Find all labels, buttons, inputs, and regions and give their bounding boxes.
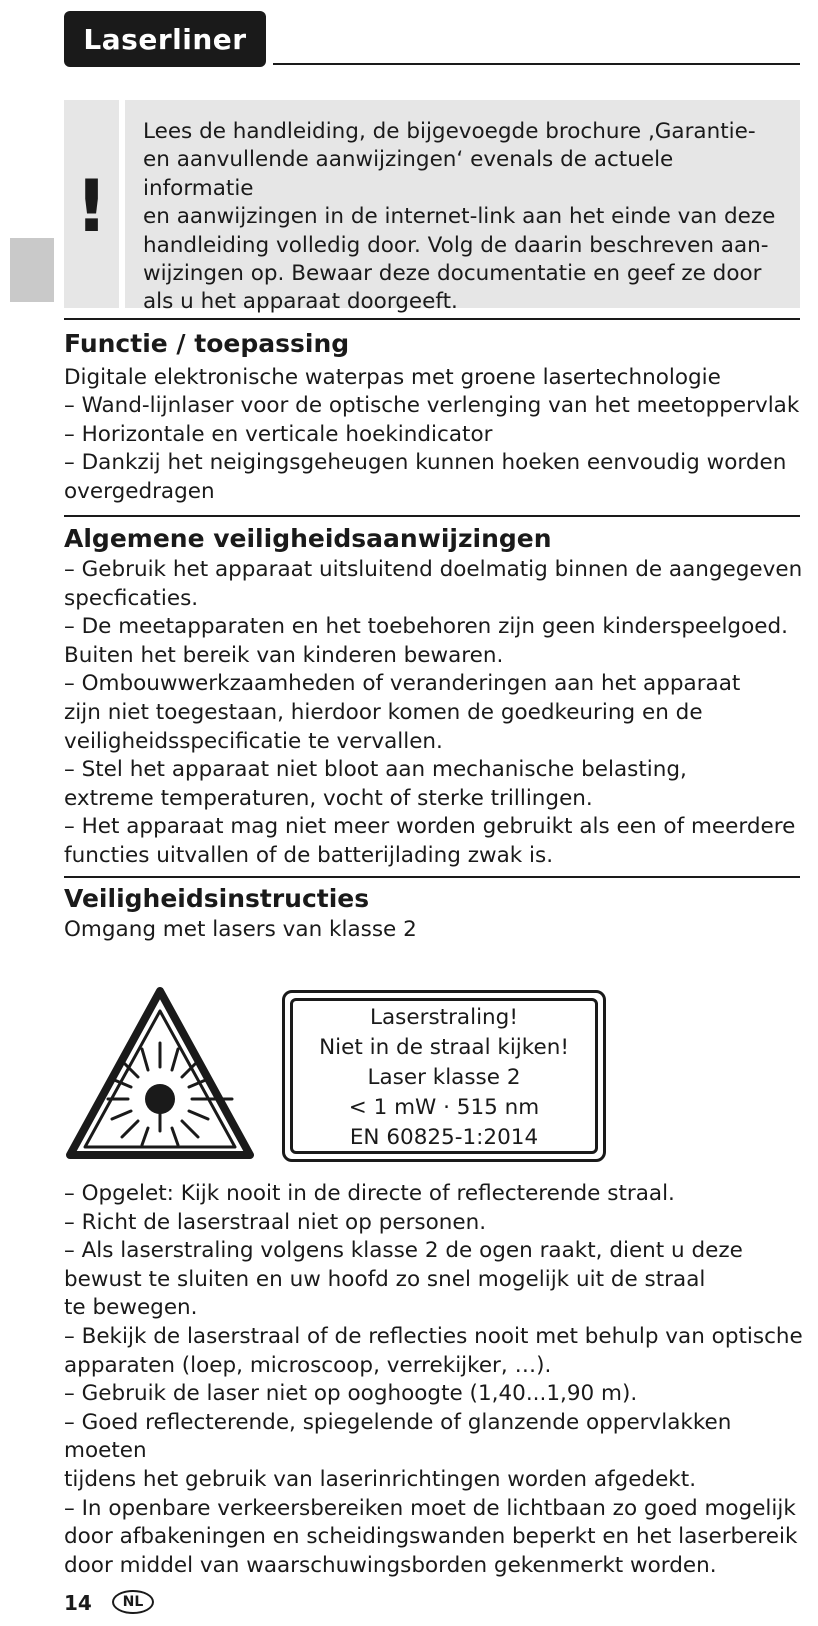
list-item: – Ombouwwerkzaamheden of veranderingen aan het apparaat zijn niet toegestaan, hierdoor komen de goedkeuring en de veiligheidsspecificatie te vervallen.	[64, 671, 741, 754]
brand-logo: Laserliner	[64, 11, 266, 67]
laser-label-line: < 1 mW · 515 nm	[348, 1095, 540, 1120]
list-item: – Bekijk de laserstraal of de reflecties nooit met behulp van optische apparaten (loep, microscoop, verrekijker, …).	[64, 1323, 803, 1378]
veiligheid-list	[64, 1180, 804, 1580]
veiligheid-intro: Omgang met lasers van klasse 2	[64, 917, 417, 942]
list-item: – De meetapparaten en het toebehoren zijn geen kinderspeelgoed. Buiten het bereik van kinderen bewaren.	[64, 614, 788, 668]
functie-list	[64, 392, 804, 506]
section-rule	[64, 515, 800, 517]
notice-text: Lees de handleiding, de bijgevoegde brochure ‚Garantie- en aanvullende aanwijzingen‘ evenals de actuele informatie en aanwijzingen in de internet-link aan het einde van deze handleiding volledig door. Volg de daarin beschreven aan- wijzingen op. Bewaar deze documentatie en geef ze door als u het apparaat doorgeeft.	[143, 119, 776, 315]
section-rule	[64, 318, 800, 320]
laser-class-label	[282, 990, 606, 1162]
list-item: – Gebruik het apparaat uitsluitend doelmatig binnen de aangegeven specficaties.	[64, 557, 803, 611]
list-item: – Het apparaat mag niet meer worden gebruikt als een of meerdere functies uitvallen of de batterijlading zwak is.	[64, 814, 796, 868]
list-item: – Opgelet: Kijk nooit in de directe of reflecterende straal.	[64, 1181, 675, 1206]
list-item: – Horizontale en verticale hoekindicator	[64, 421, 493, 447]
header-rule	[273, 63, 800, 65]
notice-box	[64, 100, 800, 315]
section-rule	[64, 876, 800, 878]
side-tab-marker	[10, 238, 54, 302]
list-item: – Wand-lijnlaser voor de optische verlenging van het meetoppervlak	[64, 393, 800, 418]
laser-label-line: Laserstraling!	[370, 1005, 518, 1030]
page-number: 14	[64, 1591, 92, 1615]
functie-intro: Digitale elektronische waterpas met groene lasertechnologie	[64, 365, 721, 390]
language-badge: NL	[112, 1590, 154, 1614]
list-item: – Stel het apparaat niet bloot aan mechanische belasting, extreme temperaturen, vocht of sterke trillingen.	[64, 757, 687, 811]
list-item: – In openbare verkeersbereiken moet de lichtbaan zo goed mogelijk door afbakeningen en scheidingswanden beperkt en het laserbereik door middel van waarschuwingsborden gekenmerkt worden.	[64, 1495, 798, 1578]
laser-label-line: EN 60825-1:2014	[349, 1125, 539, 1150]
exclamation-icon: !	[75, 164, 108, 248]
notice-symbol-column	[64, 100, 119, 308]
heading-functie: Functie / toepassing	[64, 329, 350, 358]
list-item: – Dankzij het neigingsgeheugen kunnen hoeken eenvoudig worden overgedragen	[64, 450, 787, 504]
algemeen-list	[64, 556, 804, 871]
list-item: – Richt de laserstraal niet op personen.	[64, 1209, 487, 1235]
list-item: – Goed reflecterende, spiegelende of glanzende oppervlakken moeten tijdens het gebruik van laserinrichtingen worden afgedekt.	[64, 1409, 732, 1492]
laser-label-line: Niet in de straal kijken!	[319, 1035, 569, 1060]
laser-label-line: Laser klasse 2	[367, 1065, 521, 1090]
heading-veiligheid: Veiligheidsinstructies	[64, 884, 370, 913]
list-item: – Als laserstraling volgens klasse 2 de ogen raakt, dient u deze bewust te sluiten en uw hoofd zo snel mogelijk uit de straal te bewegen.	[64, 1238, 743, 1321]
list-item: – Gebruik de laser niet op ooghoogte (1,40...1,90 m).	[64, 1381, 638, 1407]
heading-algemeen: Algemene veiligheidsaanwijzingen	[64, 524, 552, 553]
laser-warning-triangle-icon	[64, 985, 256, 1161]
